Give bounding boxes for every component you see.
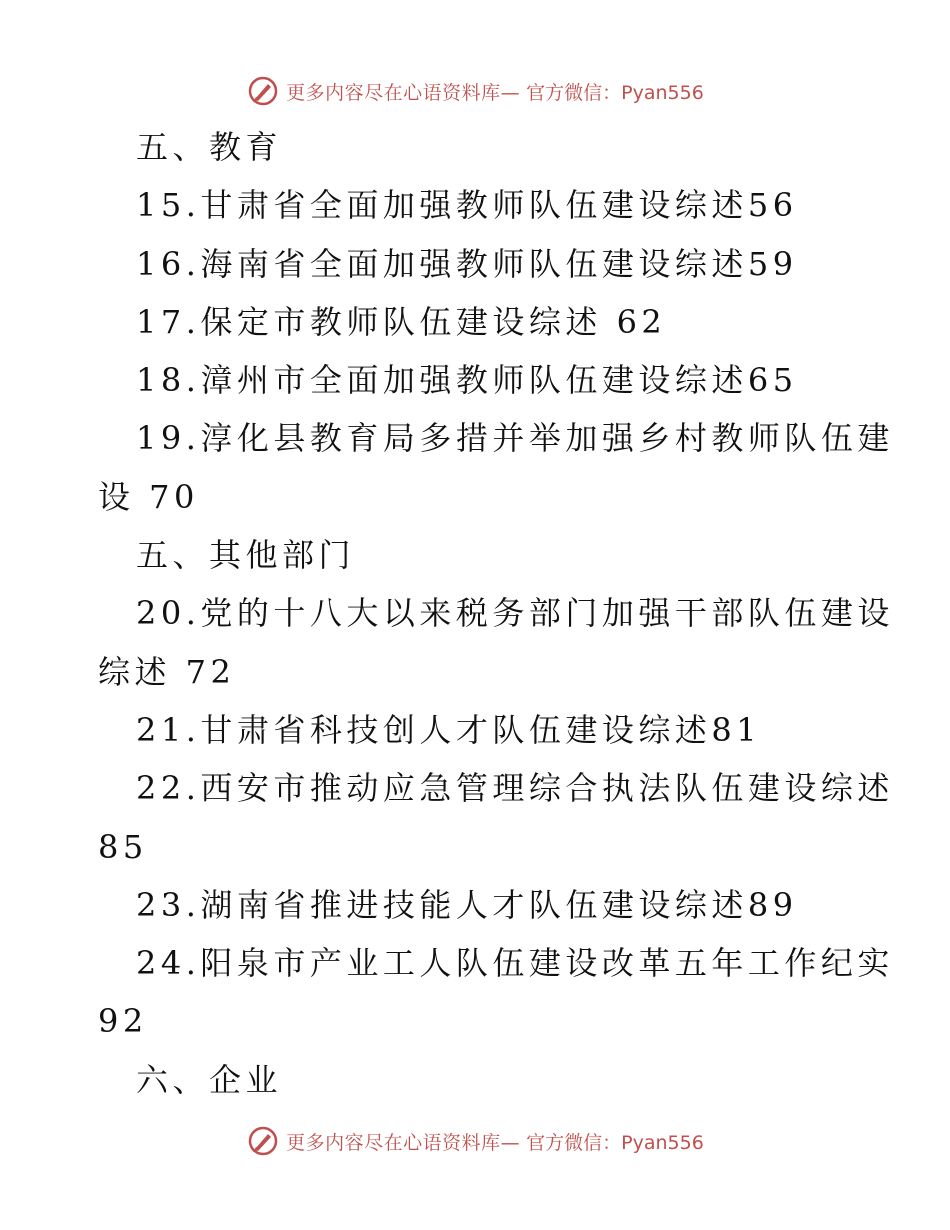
toc-entry: 21.甘肃省科技创人才队伍建设综述81 xyxy=(136,710,762,749)
toc-entry-continuation: 92 xyxy=(98,1002,148,1041)
footer-watermark xyxy=(0,1124,950,1158)
pen-nib-logo-icon xyxy=(246,74,280,108)
toc-entry: 23.湖南省推进技能人才队伍建设综述89 xyxy=(136,885,798,924)
pen-nib-logo-icon xyxy=(246,1124,280,1158)
watermark-contact: 官方微信：Pyan556 xyxy=(526,81,704,104)
toc-list xyxy=(98,118,894,1109)
header-watermark xyxy=(0,74,950,108)
toc-entry: 18.漳州市全面加强教师队伍建设综述65 xyxy=(136,361,798,400)
toc-entry: 20.党的十八大以来税务部门加强干部队伍建设 xyxy=(136,594,894,633)
toc-entry: 24.阳泉市产业工人队伍建设改革五年工作纪实 xyxy=(136,944,894,983)
toc-entry: 22.西安市推动应急管理综合执法队伍建设综述 xyxy=(136,769,894,808)
toc-entry: 17.保定市教师队伍建设综述 62 xyxy=(136,302,667,341)
section-heading: 六、企业 xyxy=(136,1060,283,1099)
watermark-contact: 官方微信：Pyan556 xyxy=(526,1131,704,1154)
toc-entry: 19.淳化县教育局多措并举加强乡村教师队伍建 xyxy=(136,419,894,458)
section-heading: 五、其他部门 xyxy=(136,536,356,575)
watermark-text: 更多内容尽在心语资料库— xyxy=(286,81,521,104)
toc-entry-continuation: 85 xyxy=(98,827,148,866)
toc-entry-continuation: 综述 72 xyxy=(98,652,236,691)
toc-entry: 15.甘肃省全面加强教师队伍建设综述56 xyxy=(136,186,798,225)
toc-entry: 16.海南省全面加强教师队伍建设综述59 xyxy=(136,244,798,283)
section-heading: 五、教育 xyxy=(136,128,283,166)
watermark-text: 更多内容尽在心语资料库— xyxy=(286,1131,521,1154)
toc-entry-continuation: 设 70 xyxy=(98,477,199,516)
